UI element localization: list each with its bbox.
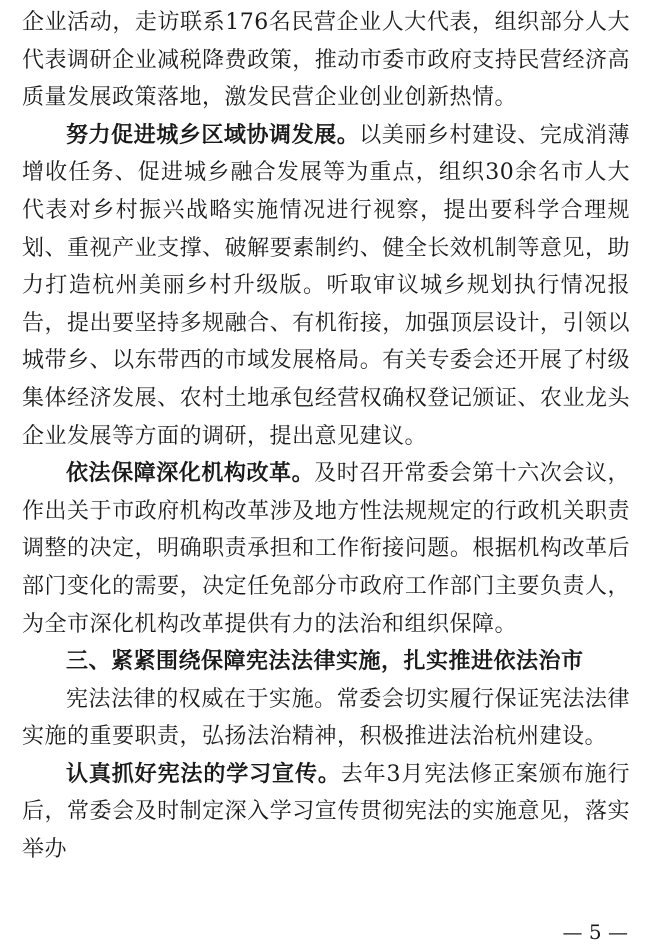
document-page (22, 4, 630, 869)
paragraph-lead: 依法保障深化机构改革。 (66, 461, 315, 487)
section-heading: 三、紧紧围绕保障宪法法律实施，扎实推进依法治市 (66, 649, 584, 675)
paragraph-lead: 认真抓好宪法的学习宣传。 (66, 761, 341, 787)
paragraph-continued (22, 4, 630, 117)
page-number: — 5 — (562, 920, 628, 944)
paragraph-body: 去年3月宪法修正案颁布施行后，常委会及时制定深入学习宣传贯彻宪法的实施意见，落实举办 (22, 761, 630, 863)
paragraph-constitution-study (22, 756, 630, 869)
paragraph-constitution-intro (22, 681, 630, 756)
paragraph-institutional-reform (22, 455, 630, 643)
paragraph-body: 企业活动，走访联系176名民营企业人大代表，组织部分人大代表调研企业减税降费政策，推动市委市政府支持民营经济高质量发展政策落地，激发民营企业创业创新热情。 (22, 10, 630, 111)
paragraph-body: 以美丽乡村建设、完成消薄增收任务、促进城乡融合发展等为重点，组织30余名市人大代表对乡村振兴战略实施情况进行视察，提出要科学合理规划、重视产业支撑、破解要素制约、健全长效机制等意见，助力打造杭州美丽乡村升级版。听取审议城乡规划执行情况报告，提出要坚持多规融合、有机衔接，加强顶层设计，引领以城带乡、以东带西的市域发展格局。有关专委会还开展了村级集体经济发展、农村土地承包经营权确权登记颁证、农业龙头企业发展等方面的调研，提出意见建议。 (22, 122, 630, 449)
paragraph-body: 及时召开常委会第十六次会议，作出关于市政府机构改革涉及地方性法规规定的行政机关职责调整的决定，明确职责承担和工作衔接问题。根据机构改革后部门变化的需要，决定任免部分市政府工作部门主要负责人，为全市深化机构改革提供有力的法治和组织保障。 (22, 461, 630, 637)
paragraph-urban-rural (22, 117, 630, 455)
paragraph-body: 宪法法律的权威在于实施。常委会切实履行保证宪法法律实施的重要职责，弘扬法治精神，积极推进法治杭州建设。 (22, 686, 630, 750)
paragraph-lead: 努力促进城乡区域协调发展。 (66, 122, 360, 148)
